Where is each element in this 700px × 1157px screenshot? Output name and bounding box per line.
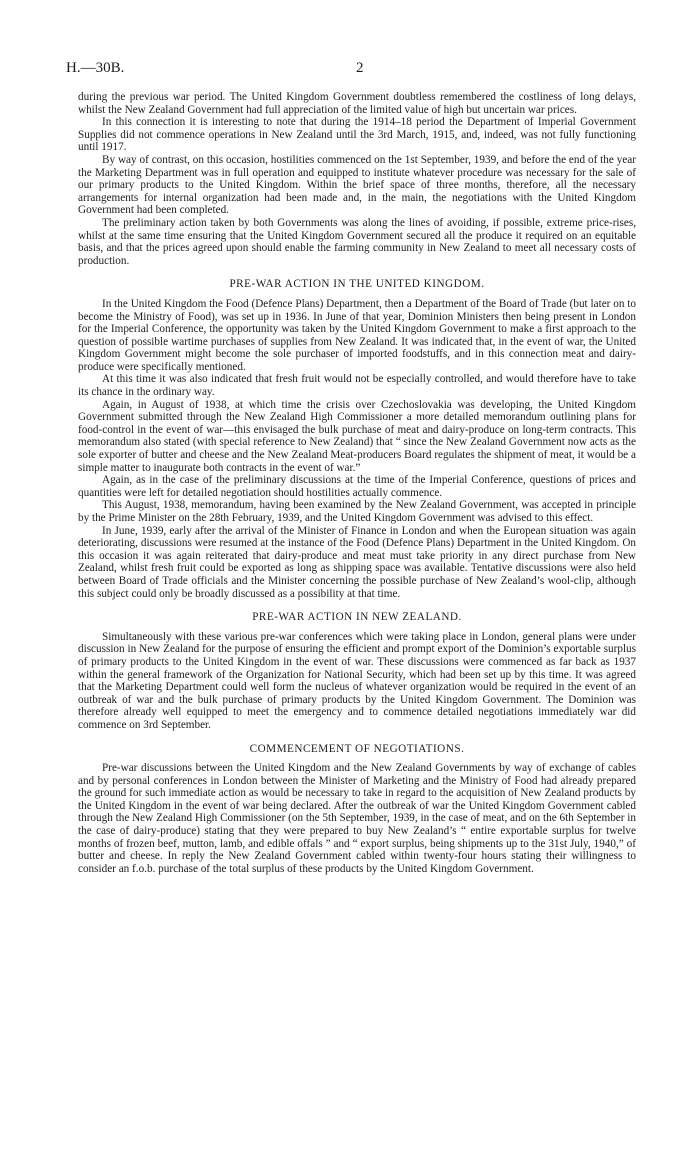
page-number: 2: [356, 60, 364, 76]
paragraph: during the previous war period. The United Kingdom Government doubtless remembered the costliness of long delays, whilst the New Zealand Government had full appreciation of the limited value of high but uncertain war prices.: [78, 91, 636, 116]
paragraph: Pre-war discussions between the United Kingdom and the New Zealand Governments by way of exchange of cables and by personal conferences in London between the Minister of Marketing and the Ministry of Food had already prepared the ground for such immediate action as would be necessary to take in regard to the acquisition of New Zealand products by the United Kingdom in the event of war being declared. After the outbreak of war the United Kingdom Government cabled through the New Zealand High Commissioner (on the 5th September, 1939, in the case of meat, and on the 6th September in the case of dairy-produce) stating that they were prepared to buy New Zealand’s “ entire exportable surplus for twelve months of frozen beef, mutton, lamb, and edible offals ” and “ export surplus, being shipments up to the 31st July, 1940,” of butter and cheese. In reply the New Zealand Government cabled within twenty-four hours stating their willingness to consider an f.o.b. purchase of the total surplus of these products by the United Kingdom Government.: [78, 762, 636, 875]
paragraph: This August, 1938, memorandum, having been examined by the New Zealand Government, was accepted in principle by the Prime Minister on the 28th February, 1939, and the United Kingdom Government was advised to this effect.: [78, 499, 636, 524]
paragraph: At this time it was also indicated that fresh fruit would not be especially controlled, and would therefore have to take its chance in the ordinary way.: [78, 373, 636, 399]
paragraph: In this connection it is interesting to note that during the 1914–18 period the Department of Imperial Government Supplies did not commence operations in New Zealand until the 3rd March, 1915, and, indeed, was not fully functioning until 1917.: [78, 116, 636, 154]
section-heading-negotiations: COMMENCEMENT OF NEGOTIATIONS.: [249, 742, 465, 755]
section-heading-uk: PRE-WAR ACTION IN THE UNITED KINGDOM.: [229, 278, 485, 291]
page-header: [66, 60, 634, 80]
document-body: [78, 91, 636, 875]
paragraph: By way of contrast, on this occasion, hostilities commenced on the 1st September, 1939, and before the end of the year the Marketing Department was in full operation and equipped to institute whatever procedure was necessary for the sale of our primary products to the United Kingdom. Within the brief space of three months, therefore, all the necessary arrangements for internal organization had been made and, in the main, the negotiations with the United Kingdom Government had been completed.: [78, 153, 636, 217]
paragraph: Again, as in the case of the preliminary discussions at the time of the Imperial Conference, questions of prices and quantities were left for detailed negotiation should hostilities actually commence.: [78, 474, 636, 499]
document-reference: H.—30B.: [66, 60, 125, 76]
section-heading-nz: PRE-WAR ACTION IN NEW ZEALAND.: [252, 611, 462, 624]
paragraph: Simultaneously with these various pre-war conferences which were taking place in London, general plans were under discussion in New Zealand for the purpose of ensuring the efficient and prompt export of the Dominion’s exportable surplus of primary products to the United Kingdom in the event of war. These discussions were commenced as far back as 1937 within the general framework of the Organization for National Security, which had been set up by this time. It was agreed that the Marketing Department could well form the nucleus of whatever organization would be required in the event of an outbreak of war and the bulk purchase of primary products by the United Kingdom Government. The Dominion was therefore already well equipped to meet the emergency and to commence detailed negotiations immediately war did commence on 3rd September.: [78, 630, 636, 731]
paragraph: The preliminary action taken by both Governments was along the lines of avoiding, if possible, extreme price-rises, whilst at the same time ensuring that the United Kingdom Government secured all the produce it required on an equitable basis, and that the prices agreed upon should enable the farming community in New Zealand to meet all necessary costs of production.: [78, 216, 636, 267]
paragraph: Again, in August of 1938, at which time the crisis over Czechoslovakia was developing, the United Kingdom Government submitted through the New Zealand High Commissioner a more detailed memorandum outlining plans for food-control in the event of war—this envisaged the bulk purchase of meat and dairy-produce on long-term contracts. This memorandum also stated (with special reference to New Zealand) that “ since the New Zealand Government now acts as the sole exporter of butter and cheese and the New Zealand Meat-producers Board regulates the shipment of meat, it would be a simple matter to inaugurate both contracts in the event of war.”: [78, 398, 636, 474]
paragraph: In the United Kingdom the Food (Defence Plans) Department, then a Department of the Board of Trade (but later on to become the Ministry of Food), was set up in 1936. In June of that year, Dominion Ministers then being present in London for the Imperial Conference, the opportunity was taken by the United Kingdom Government to make a first approach to the question of possible wartime purchases of supplies from New Zealand. It was indicated that, in the event of war, the United Kingdom Government might become the sole purchaser of imported foodstuffs, and in this connection meat and dairy-produce were specifically mentioned.: [78, 297, 636, 373]
paragraph: In June, 1939, early after the arrival of the Minister of Finance in London and when the European situation was again deteriorating, discussions were resumed at the instance of the Food (Defence Plans) Department in the United Kingdom. On this occasion it was again reiterated that dairy-produce and meat must take priority in any direct purchase from New Zealand, whilst fresh fruit could be exported as long as shipping space was available. Tentative discussions were also held between Board of Trade officials and the Minister concerning the possible purchase of New Zealand’s wool-clip, although this subject could only be broadly discussed as a possibility at that time.: [78, 524, 636, 600]
